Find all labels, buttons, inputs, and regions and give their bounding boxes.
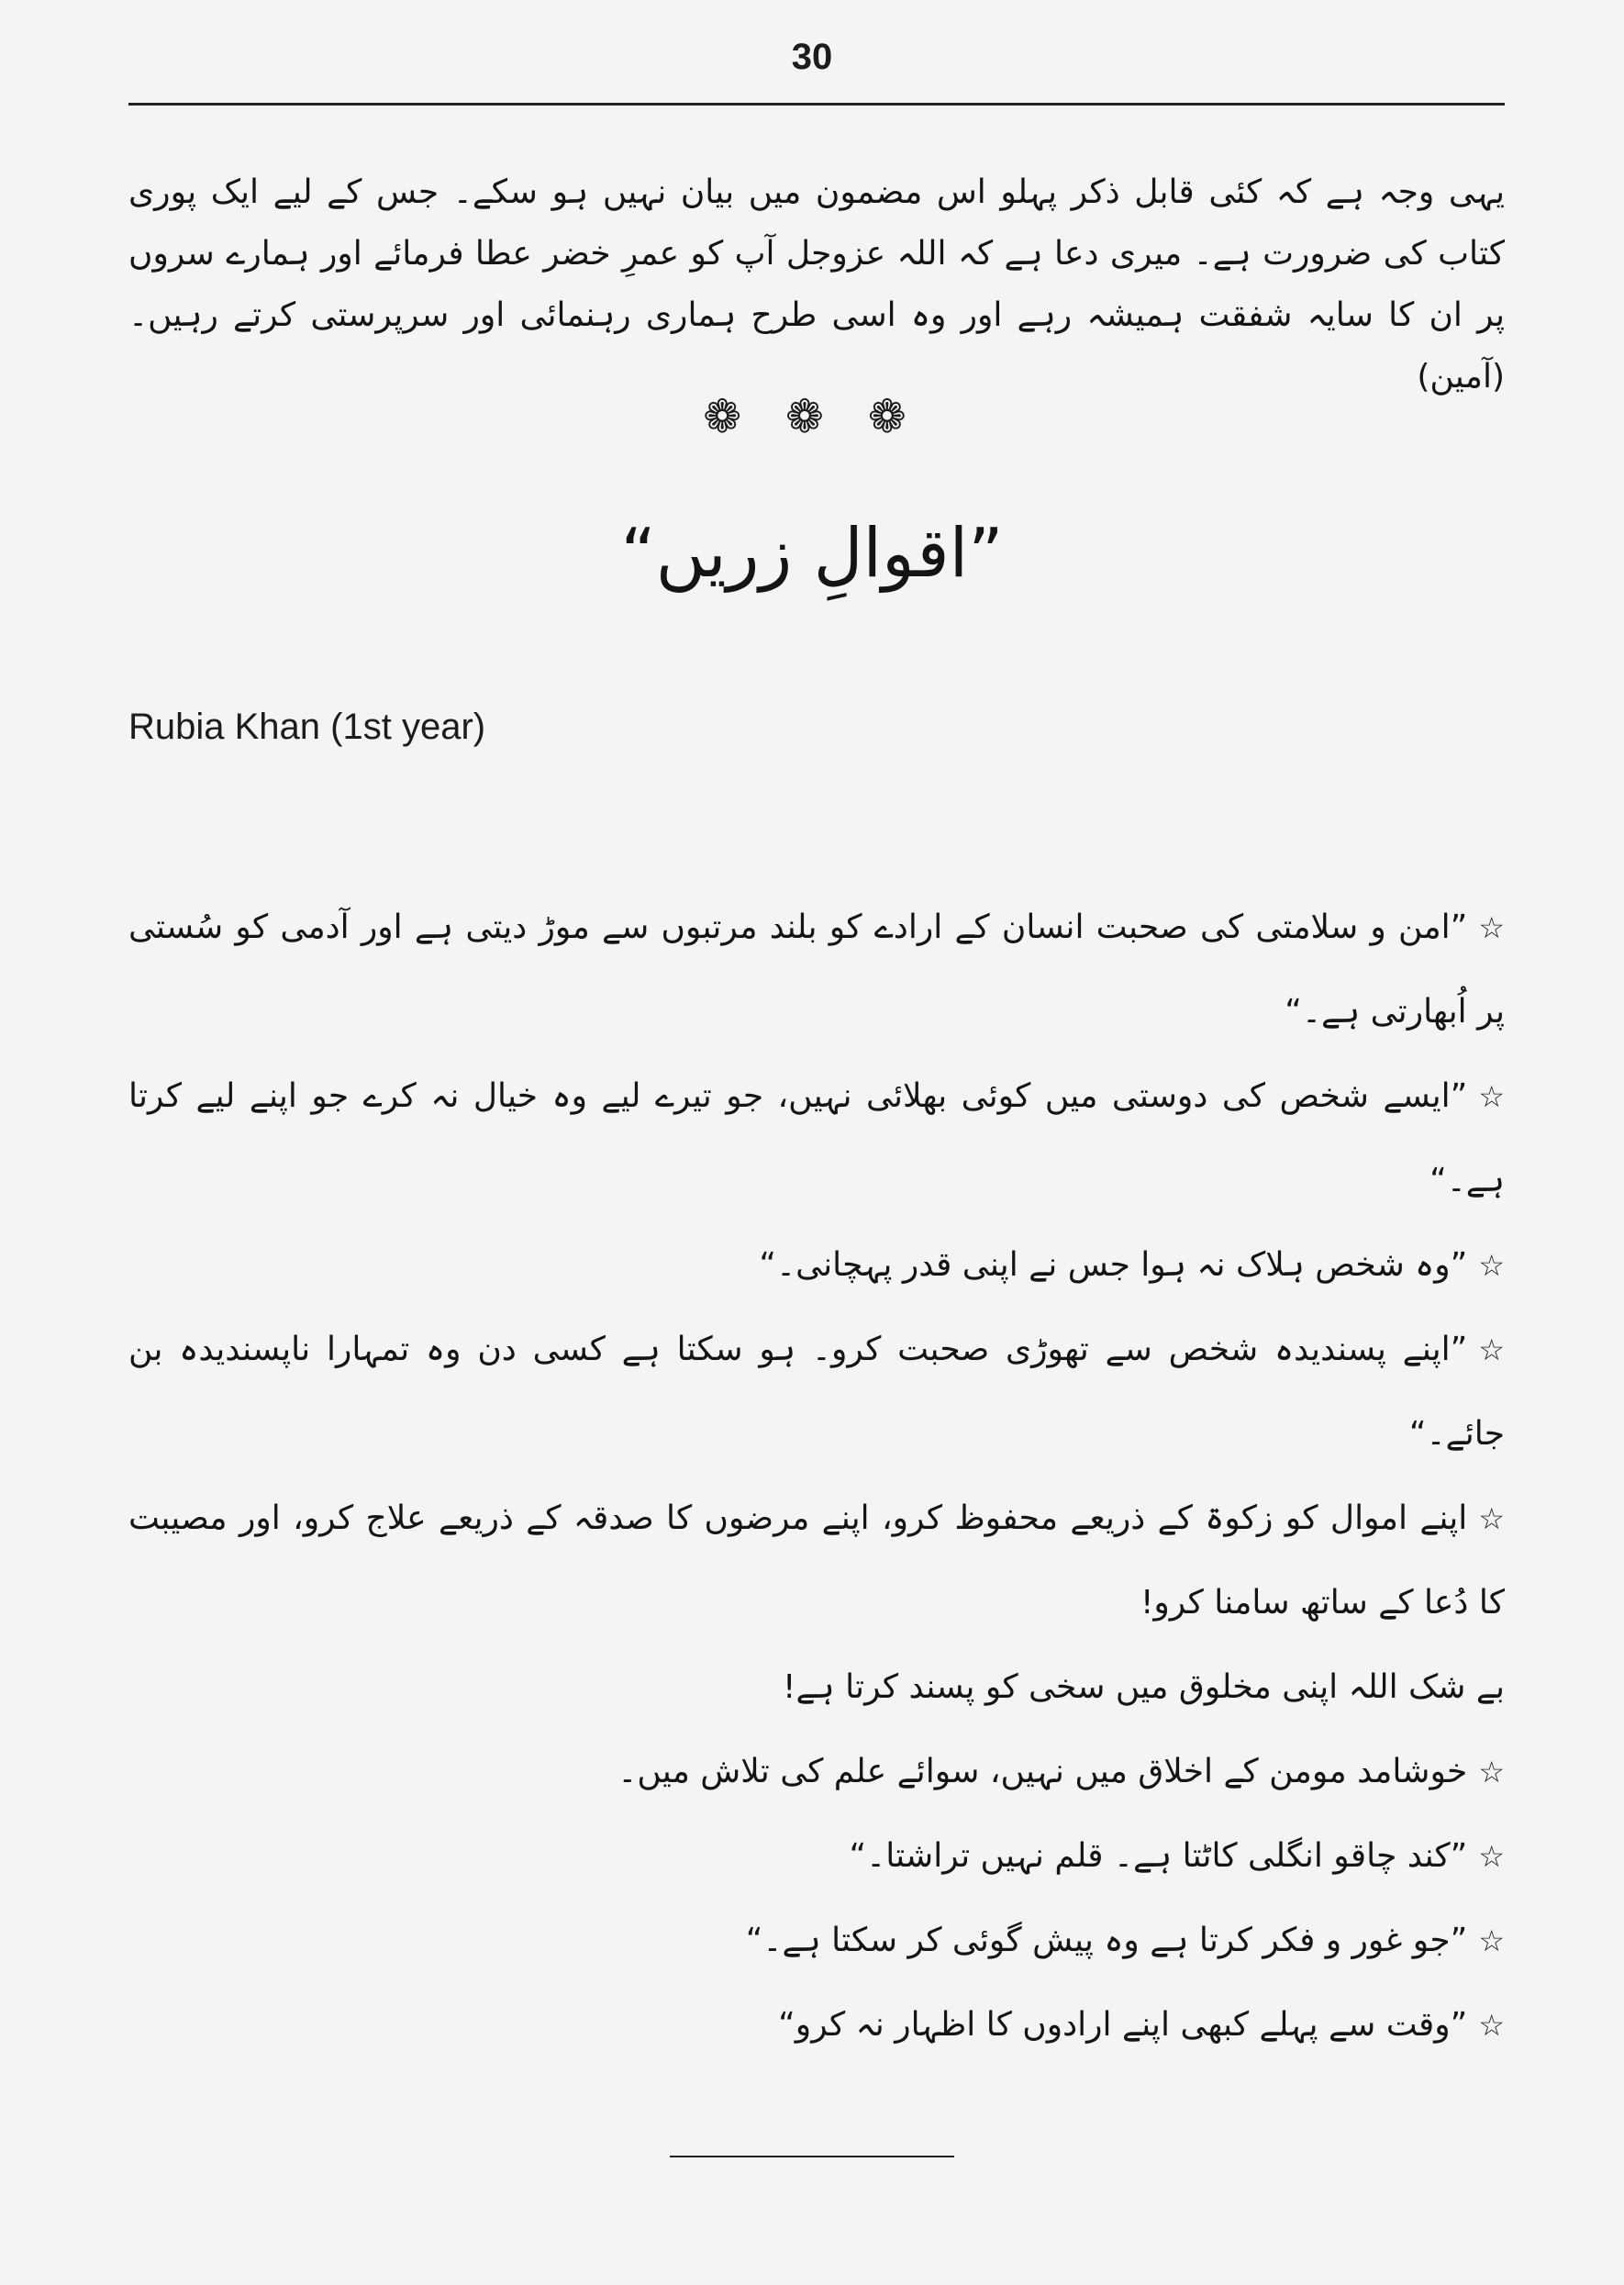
saying-item bbox=[128, 1645, 1505, 1730]
saying-text: ”وقت سے پہلے کبھی اپنے ارادوں کا اظہار نہ کرو“ bbox=[778, 2006, 1468, 2044]
saying-text: ”امن و سلامتی کی صحبت انسان کے ارادے کو بلند مرتبوں سے موڑ دیتی ہے اور آدمی کو سُستی پر اُبھارتی ہے۔“ bbox=[128, 908, 1505, 1031]
saying-text: ”وہ شخص ہلاک نہ ہوا جس نے اپنی قدر پہچانی۔“ bbox=[759, 1246, 1468, 1284]
saying-text: اپنے اموال کو زکوۃ کے ذریعے محفوظ کرو، اپنے مرضوں کا صدقہ کے ذریعے علاج کرو، اور مصیبت کا دُعا کے ساتھ سامنا کرو! bbox=[128, 1499, 1505, 1622]
saying-item bbox=[128, 1983, 1505, 2068]
star-bullet-icon: ☆ bbox=[1478, 1079, 1505, 1114]
article-title: ”اقوالِ زریں“ bbox=[620, 514, 1004, 593]
saying-text: بے شک اللہ اپنی مخلوق میں سخی کو پسند کرتا ہے! bbox=[783, 1668, 1505, 1706]
saying-item bbox=[128, 1308, 1505, 1477]
star-bullet-icon: ☆ bbox=[1478, 1248, 1505, 1283]
header-divider bbox=[128, 103, 1505, 106]
saying-text: ”ایسے شخص کی دوستی میں کوئی بھلائی نہیں، جو تیرے لیے وہ خیال نہ کرے جو اپنے لیے کرتا ہے۔“ bbox=[128, 1077, 1505, 1199]
saying-item bbox=[128, 1814, 1505, 1899]
saying-text: ”کند چاقو انگلی کاٹتا ہے۔ قلم نہیں تراشتا۔“ bbox=[849, 1837, 1468, 1875]
saying-item bbox=[128, 886, 1505, 1054]
star-bullet-icon: ☆ bbox=[1478, 1755, 1505, 1789]
saying-item bbox=[128, 1899, 1505, 1983]
saying-item bbox=[128, 1054, 1505, 1223]
flower-ornament-icon: ❁ ❁ ❁ bbox=[703, 390, 921, 443]
saying-text: ”جو غور و فکر کرتا ہے وہ پیش گوئی کر سکتا ہے۔“ bbox=[745, 1922, 1468, 1959]
star-bullet-icon: ☆ bbox=[1478, 910, 1505, 945]
footer-divider bbox=[670, 2156, 954, 2157]
star-bullet-icon: ☆ bbox=[1478, 1923, 1505, 1958]
saying-item bbox=[128, 1477, 1505, 1645]
star-bullet-icon: ☆ bbox=[1478, 2008, 1505, 2043]
star-bullet-icon: ☆ bbox=[1478, 1332, 1505, 1367]
saying-text: ”اپنے پسندیدہ شخص سے تھوڑی صحبت کرو۔ ہو سکتا ہے کسی دن وہ تمہارا ناپسندیدہ بن جائے۔“ bbox=[128, 1331, 1505, 1453]
saying-item bbox=[128, 1223, 1505, 1308]
page-number: 30 bbox=[791, 37, 833, 77]
saying-item bbox=[128, 1730, 1505, 1814]
star-bullet-icon: ☆ bbox=[1478, 1501, 1505, 1536]
saying-text: خوشامد مومن کے اخلاق میں نہیں، سوائے علم کی تلاش میں۔ bbox=[617, 1753, 1468, 1790]
intro-paragraph: یہی وجہ ہے کہ کئی قابل ذکر پہلو اس مضمون میں بیان نہیں ہو سکے۔ جس کے لیے ایک پوری کتاب کی ضرورت ہے۔ میری دعا ہے کہ اللہ عزوجل آپ کو عمرِ خضر عطا فرمائے اور ہمارے سروں پر ان کا سایہ شفقت ہمیشہ رہے اور وہ اسی طرح ہماری رہنمائی اور سرپرستی کرتے رہیں۔ (آمین) bbox=[128, 173, 1505, 396]
sayings-list bbox=[128, 886, 1505, 2068]
star-bullet-icon: ☆ bbox=[1478, 1839, 1505, 1874]
author-name: Rubia Khan (1st year) bbox=[128, 707, 486, 747]
